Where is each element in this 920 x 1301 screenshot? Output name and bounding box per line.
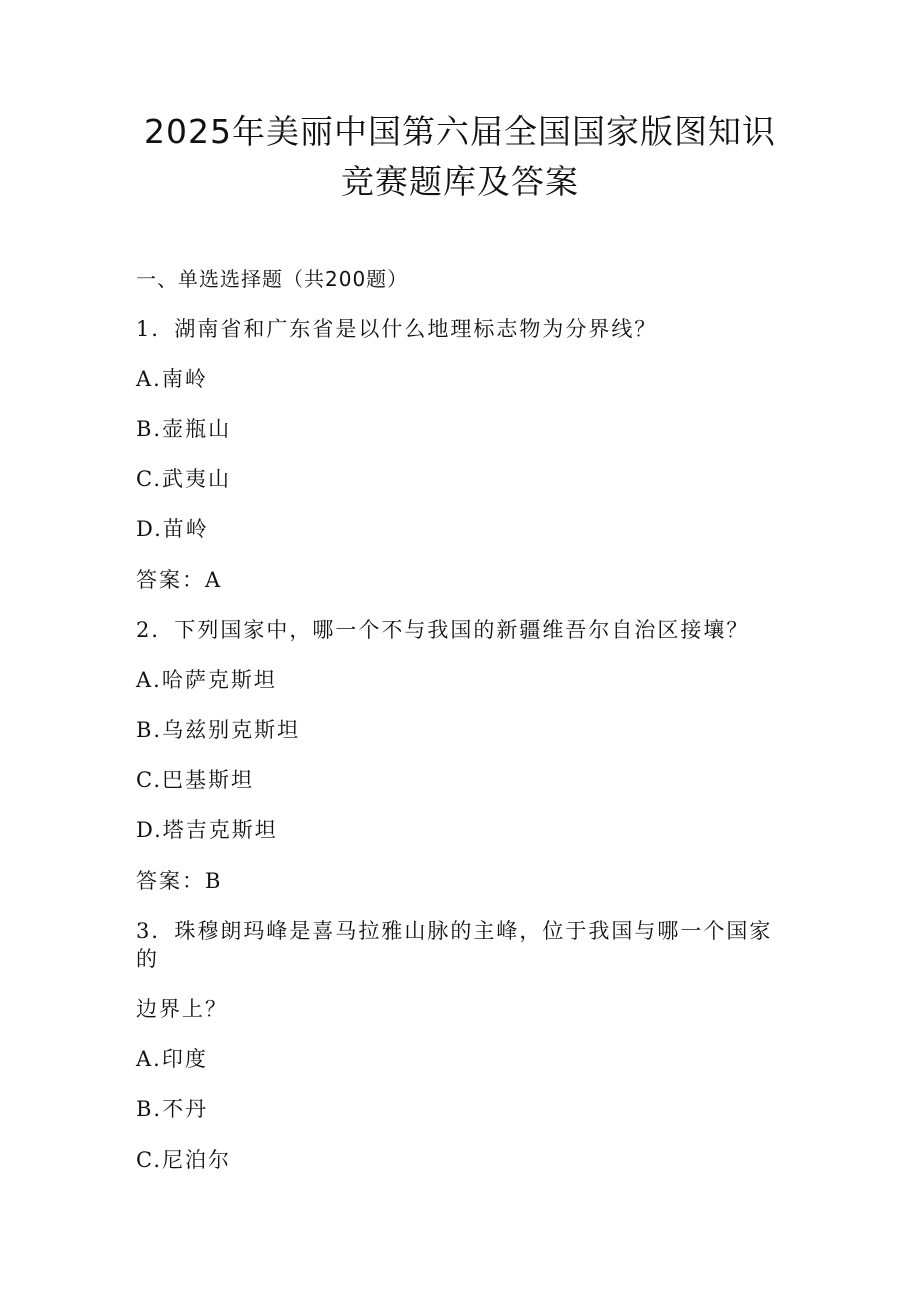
question-1-option-c: C.武夷山 [136,467,231,491]
document-title-line-1: 2025年美丽中国第六届全国国家版图知识 [144,112,776,151]
question-1-stem: 1．湖南省和广东省是以什么地理标志物为分界线？ [136,317,658,341]
section-heading: 一、单选选择题（共200题） [136,267,409,291]
question-2-option-c: C.巴基斯坦 [136,768,254,792]
question-3-stem-line-1: 3．珠穆朗玛峰是喜马拉雅山脉的主峰，位于我国与哪一个国家 [136,919,773,943]
question-3-option-b: B.不丹 [136,1097,209,1121]
question-2-option-d: D.塔吉克斯坦 [136,818,278,842]
question-3-option-a: A.印度 [136,1047,208,1071]
question-3-option-c: C.尼泊尔 [136,1148,231,1172]
document-title-line-2: 竞赛题库及答案 [341,162,579,201]
question-2-answer: 答案：B [136,869,223,893]
question-3-stem-line-2: 的 [136,947,159,971]
question-1-option-b: B.壶瓶山 [136,417,232,441]
question-1-option-a: A.南岭 [136,367,208,391]
question-2-option-b: B.乌兹别克斯坦 [136,718,301,742]
question-1-answer: 答案：A [136,568,223,592]
question-2-option-a: A.哈萨克斯坦 [136,668,277,692]
question-3-stem-line-3: 边界上？ [136,997,228,1021]
question-2-stem: 2．下列国家中，哪一个不与我国的新疆维吾尔自治区接壤？ [136,618,750,642]
question-1-option-d: D.苗岭 [136,517,209,541]
